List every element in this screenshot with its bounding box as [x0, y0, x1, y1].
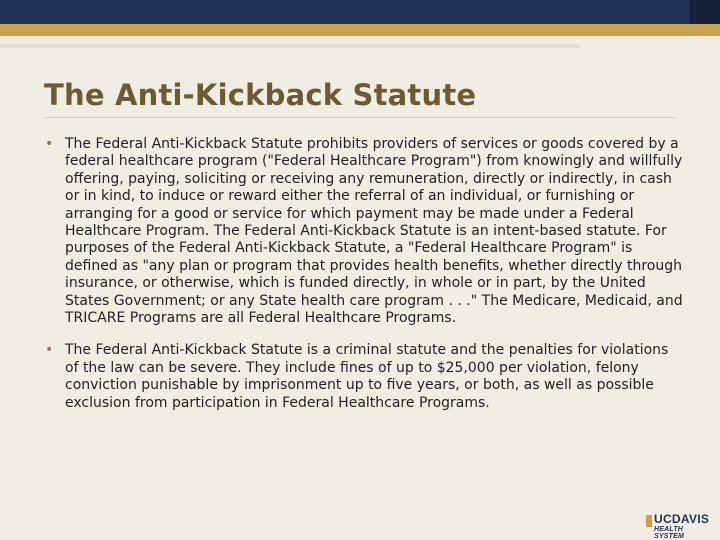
- top-banner-corner: [690, 0, 720, 24]
- logo-name: UCDAVIS: [654, 512, 710, 526]
- bullet-icon: •: [45, 136, 54, 152]
- slide-title: The Anti-Kickback Statute: [44, 78, 477, 112]
- bullet-item: [44, 342, 684, 412]
- bullet-text: The Federal Anti-Kickback Statute is a criminal statute and the penalties for violations of the law can be severe. They include fines of up to $25,000 per violation, felony conviction punishable by imprisonment up to five years, or both, as well as possible exclusion from participation in Federal Healthcare Programs.: [65, 342, 669, 411]
- top-banner-gold: [0, 24, 720, 36]
- top-banner-line: [0, 44, 580, 48]
- logo-subtitle: HEALTH SYSTEM: [654, 526, 684, 540]
- logo-mark-icon: [646, 515, 652, 527]
- bullet-item: [44, 136, 684, 327]
- bullet-icon: •: [45, 342, 54, 359]
- uc-davis-logo: [646, 512, 714, 540]
- slide-body: [44, 136, 684, 427]
- title-divider: [44, 117, 676, 118]
- top-banner-navy: [0, 0, 720, 24]
- bullet-text: The Federal Anti-Kickback Statute prohibits providers of services or goods covered by a federal healthcare program ("Federal Healthcare Program") from knowingly and willfully offering, paying, soliciting or receiving any remuneration, directly or indirectly, in cash or in kind, to induce or reward either the referral of an individual, or furnishing or arranging for a good or service for which payment may be made under a Federal Healthcare Program. The Federal Anti-Kickback Statute is an intent-based statute. For purposes of the Federal Anti-Kickback Statute, a "Federal Healthcare Program" is defined as "any plan or program that provides health benefits, whether directly through insurance, or otherwise, which is funded directly, in whole or in part, by the United States Government; or any State health care program . . ." The Medicare, Medicaid, and TRICARE Programs are all Federal Healthcare Programs.: [65, 136, 683, 327]
